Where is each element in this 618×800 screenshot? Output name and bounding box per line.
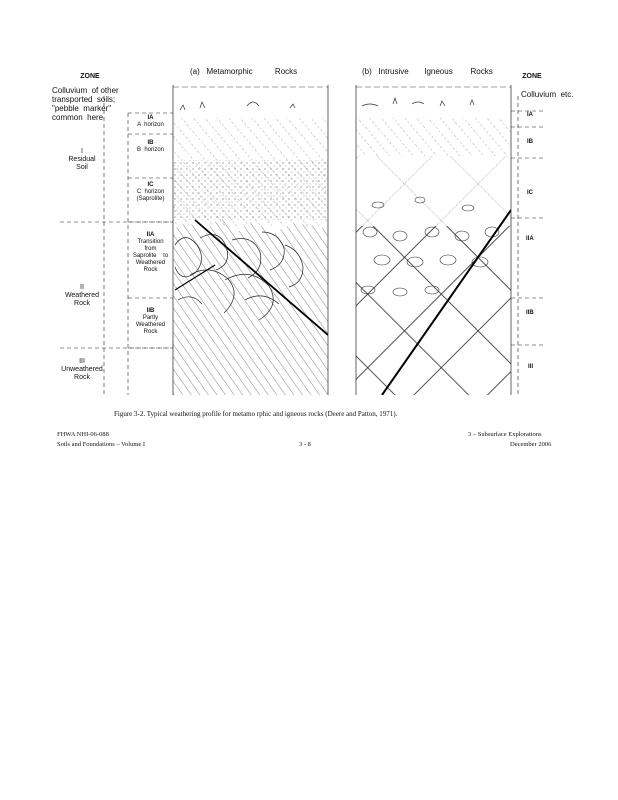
sub-zone-iib: IIB Partly Weathered Rock bbox=[135, 308, 166, 335]
footer-right-line2: December 2006 bbox=[510, 441, 552, 448]
footer-left-line2: Soils and Foundations – Volume I bbox=[57, 441, 146, 448]
zone-i-label: I Residual Soil bbox=[68, 148, 96, 171]
zone-iii-label: III Unweathered Rock bbox=[61, 358, 103, 381]
footer-page-number: 3 - 8 bbox=[299, 441, 311, 448]
sub-zone-ia: IA A horizon bbox=[137, 115, 164, 128]
zone-ii-label: II Weathered Rock bbox=[64, 284, 100, 307]
right-label-iii: III bbox=[528, 364, 534, 370]
panel-a-title: (a) Metamorphic Rocks bbox=[190, 67, 298, 76]
right-colluvium-note: Colluvium etc. bbox=[521, 90, 574, 99]
panel-a-drawing bbox=[173, 87, 328, 395]
left-colluvium-note: Colluvium of other transported soils; "pebble marker" common here bbox=[52, 86, 119, 122]
sub-zone-ib: IB B horizon bbox=[136, 140, 164, 153]
left-zone-header: ZONE bbox=[80, 73, 100, 80]
figure-caption: Figure 3-2. Typical weathering profile for metamo rphic and igneous rocks (Deere and Patton, 1971). bbox=[114, 410, 398, 418]
right-zone-header: ZONE bbox=[522, 73, 542, 80]
right-label-iib: IIB bbox=[526, 310, 534, 316]
right-label-ib: IB bbox=[527, 139, 533, 145]
right-label-iia: IIA bbox=[526, 236, 534, 242]
sub-zone-ic: IC C horizon (Saprolite) bbox=[136, 182, 165, 202]
footer-right-line1: 3 – Subsurface Explorations bbox=[468, 431, 542, 438]
right-label-ic: IC bbox=[527, 190, 533, 196]
sub-zone-iia: IIA Transition from Saprolite to Weathered Rock bbox=[132, 232, 169, 273]
right-label-ia: IA bbox=[527, 112, 533, 118]
panel-b-drawing bbox=[356, 87, 511, 395]
panel-b-title: (b) Intrusive Igneous Rocks bbox=[362, 67, 493, 76]
footer-left-line1: FHWA NHI-06-088 bbox=[57, 431, 109, 438]
